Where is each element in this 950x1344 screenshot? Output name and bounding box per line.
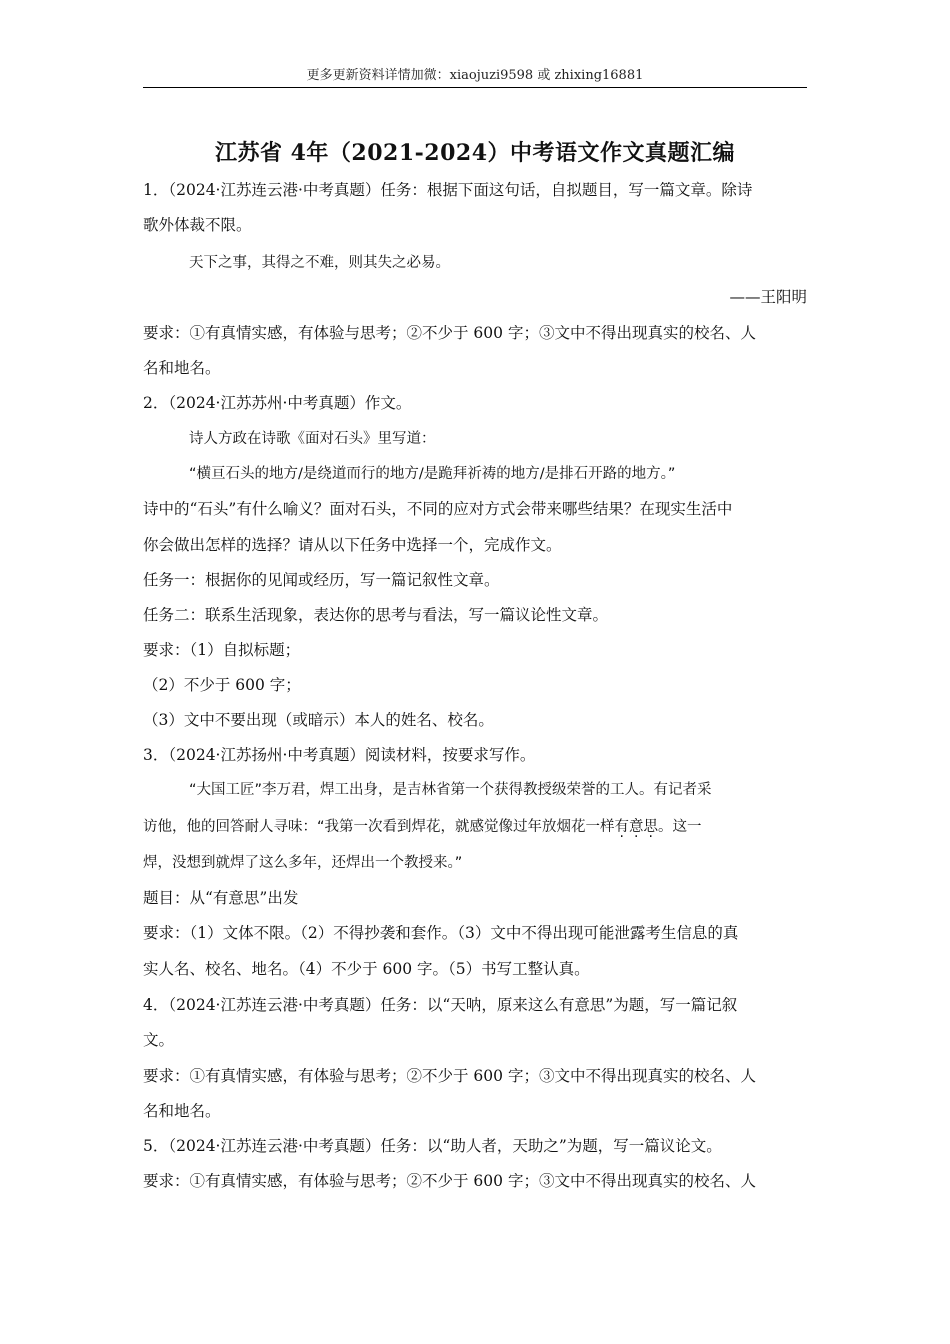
q2-requirements: 要求：（1）自拟标题； — [143, 641, 301, 659]
q1-prompt-line: 歌外体裁不限。 — [143, 216, 252, 234]
q3-requirements: 实人名、校名、地名。（4）不少于 600 字。（5）书写工整认真。 — [143, 960, 590, 978]
emphasis-dot-char: 意 — [629, 819, 644, 835]
emphasis-dot-char: 思 — [643, 819, 659, 835]
q2-requirements: （3）文中不要出现（或暗示）本人的姓名、校名。 — [143, 711, 494, 729]
q1-quote: 天下之事，其得之不难，则其失之必易。 — [189, 255, 450, 271]
q2-task-two: 任务二：联系生活现象，表达你的思考与看法，写一篇议论性文章。 — [143, 606, 609, 624]
document-title: 江苏省 4年（2021-2024）中考语文作文真题汇编 — [214, 140, 736, 166]
q3-emphasis-words — [615, 819, 659, 835]
page-header: 更多更新资料详情加微：xiaojuzi9598 或 zhixing16881 — [306, 68, 644, 83]
q4-prompt-line: 4．（2024·江苏连云港·中考真题）任务：以“天呐，原来这么有意思”为题，写一篇记叙 — [143, 996, 738, 1014]
q4-requirements: 要求：①有真情实感，有体验与思考；②不少于 600 字；③文中不得出现真实的校名、人 — [143, 1067, 756, 1085]
q2-task-one: 任务一：根据你的见闻或经历，写一篇记叙性文章。 — [143, 571, 500, 589]
q2-prompt-line: 你会做出怎样的选择？请从以下任务中选择一个，完成作文。 — [143, 536, 562, 554]
q5-prompt-line: 5．（2024·江苏连云港·中考真题）任务：以“助人者，天助之”为题，写一篇议论文。 — [143, 1137, 722, 1155]
q5-requirements: 要求：①有真情实感，有体验与思考；②不少于 600 字；③文中不得出现真实的校名、人 — [143, 1172, 756, 1190]
header-divider — [143, 87, 807, 88]
q1-quote-author: ——王阳明 — [729, 288, 807, 306]
q2-requirements: （2）不少于 600 字； — [143, 676, 301, 694]
q4-prompt-line: 文。 — [143, 1031, 175, 1049]
q3-material: “大国工匠”李万君，焊工出身，是吉林省第一个获得教授级荣誉的工人。有记者采 — [189, 782, 712, 798]
q2-poem-quote: “横亘石头的地方/是绕道而行的地方/是跪拜祈祷的地方/是排石开路的地方。” — [189, 466, 676, 482]
q1-requirements: 名和地名。 — [143, 359, 221, 377]
q1-requirements: 要求：①有真情实感，有体验与思考；②不少于 600 字；③文中不得出现真实的校名、人 — [143, 324, 756, 342]
q3-heading: 3．（2024·江苏扬州·中考真题）阅读材料，按要求写作。 — [143, 746, 536, 764]
emphasis-dot-char: 有 — [614, 819, 630, 835]
q2-heading: 2．（2024·江苏苏州·中考真题）作文。 — [143, 394, 412, 412]
q2-prompt-line: 诗中的“石头”有什么喻义？面对石头，不同的应对方式会带来哪些结果？在现实生活中 — [143, 500, 733, 518]
q2-material: 诗人方政在诗歌《面对石头》里写道： — [189, 431, 436, 447]
q1-prompt-line: 1．（2024·江苏连云港·中考真题）任务：根据下面这句话，自拟题目，写一篇文章。除诗 — [143, 181, 753, 199]
q3-topic: 题目：从“有意思”出发 — [143, 889, 299, 907]
q3-material: 焊，没想到就焊了这么多年，还焊出一个教授来。” — [143, 855, 463, 871]
q4-requirements: 名和地名。 — [143, 1102, 221, 1120]
q3-material — [143, 815, 807, 836]
q3-material-text: 访他，他的回答耐人寻味：“我第一次看到焊花，就感觉像过年放烟花一样 — [143, 819, 615, 835]
q3-material-text: 。这一 — [658, 819, 702, 835]
q3-requirements: 要求：（1）文体不限。（2）不得抄袭和套作。（3）文中不得出现可能泄露考生信息的真 — [143, 924, 739, 942]
